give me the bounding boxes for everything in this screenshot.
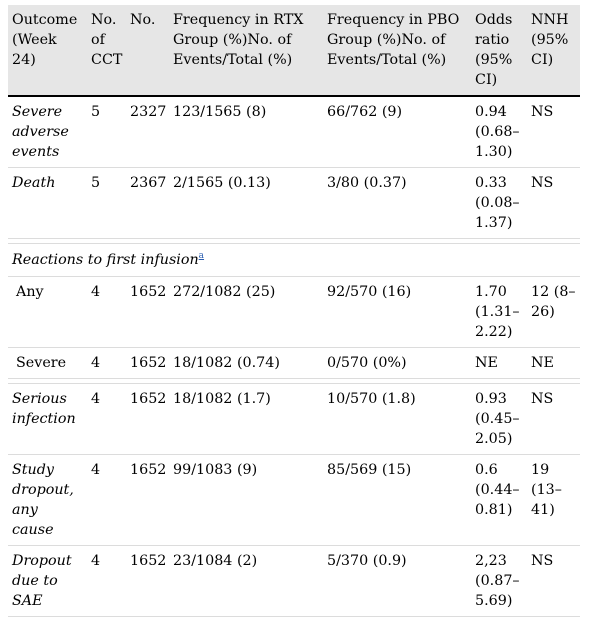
col-header-n: No.	[126, 5, 169, 96]
cct-cell: 4	[91, 462, 101, 478]
pbo-cell: 5/370 (0.9)	[327, 553, 407, 569]
table-row	[8, 348, 580, 379]
n-cell: 2327	[130, 104, 167, 120]
or-cell: 0.6 (0.44–0.81)	[475, 462, 520, 518]
table-row	[8, 546, 580, 617]
section-row	[8, 244, 580, 277]
outcome-cell: Severe adverse events	[12, 104, 69, 160]
col-header-or: Odds ratio (95% CI)	[471, 5, 527, 96]
table-row	[8, 277, 580, 348]
pbo-cell: 85/569 (15)	[327, 462, 412, 478]
nnh-cell: 19 (13–41)	[531, 462, 562, 518]
rtx-cell: 23/1084 (2)	[173, 553, 258, 569]
outcome-cell: Death	[12, 175, 56, 191]
nnh-cell: NS	[531, 175, 554, 191]
col-header-rtx: Frequency in RTX Group (%)No. of Events/Total (%)	[169, 5, 323, 96]
table-row	[8, 384, 580, 455]
cct-cell: 4	[91, 284, 101, 300]
nnh-cell: NE	[531, 355, 554, 371]
rtx-cell: 272/1082 (25)	[173, 284, 276, 300]
nnh-cell: 12 (8–26)	[531, 284, 576, 320]
outcome-cell: Any	[16, 284, 44, 300]
n-cell: 2367	[130, 175, 167, 191]
table-row	[8, 96, 580, 168]
col-header-cct: No. of CCT	[87, 5, 126, 96]
pbo-cell: 0/570 (0%)	[327, 355, 407, 371]
outcome-cell: Severe	[16, 355, 67, 371]
pbo-cell: 92/570 (16)	[327, 284, 412, 300]
or-cell: 1.70 (1.31–2.22)	[475, 284, 520, 340]
rtx-cell: 123/1565 (8)	[173, 104, 267, 120]
or-cell: 0.94 (0.68–1.30)	[475, 104, 520, 160]
rtx-cell: 2/1565 (0.13)	[173, 175, 271, 191]
rtx-cell: 99/1083 (9)	[173, 462, 258, 478]
or-cell: NE	[475, 355, 498, 371]
col-header-pbo: Frequency in PBO Group (%)No. of Events/Total (%)	[323, 5, 471, 96]
cct-cell: 4	[91, 355, 101, 371]
section-label-text: Reactions to first infusion	[12, 252, 199, 268]
table-row	[8, 168, 580, 239]
pbo-cell: 66/762 (9)	[327, 104, 403, 120]
header-row	[8, 5, 580, 96]
outcome-cell: Serious infection	[12, 391, 76, 427]
rtx-cell: 18/1082 (1.7)	[173, 391, 271, 407]
n-cell: 1652	[130, 391, 167, 407]
col-header-outcome: Outcome (Week 24)	[8, 5, 87, 96]
n-cell: 1652	[130, 553, 167, 569]
col-header-nnh: NNH (95% CI)	[527, 5, 580, 96]
or-cell: 2,23 (0.87–5.69)	[475, 553, 520, 609]
outcome-cell: Dropout due to SAE	[12, 553, 72, 609]
cct-cell: 4	[91, 553, 101, 569]
table-row	[8, 455, 580, 546]
or-cell: 0.93 (0.45–2.05)	[475, 391, 520, 447]
n-cell: 1652	[130, 284, 167, 300]
n-cell: 1652	[130, 462, 167, 478]
pbo-cell: 3/80 (0.37)	[327, 175, 407, 191]
footnote-marker	[199, 251, 204, 261]
outcome-cell: Study dropout, any cause	[12, 462, 74, 538]
cct-cell: 4	[91, 391, 101, 407]
rtx-cell: 18/1082 (0.74)	[173, 355, 280, 371]
cct-cell: 5	[91, 104, 101, 120]
nnh-cell: NS	[531, 104, 554, 120]
or-cell: 0.33 (0.08–1.37)	[475, 175, 520, 231]
cct-cell: 5	[91, 175, 101, 191]
pbo-cell: 10/570 (1.8)	[327, 391, 416, 407]
nnh-cell: NS	[531, 391, 554, 407]
footnote-link[interactable]: a	[198, 251, 205, 262]
n-cell: 1652	[130, 355, 167, 371]
nnh-cell: NS	[531, 553, 554, 569]
section-label	[8, 244, 580, 277]
results-table	[8, 5, 580, 617]
